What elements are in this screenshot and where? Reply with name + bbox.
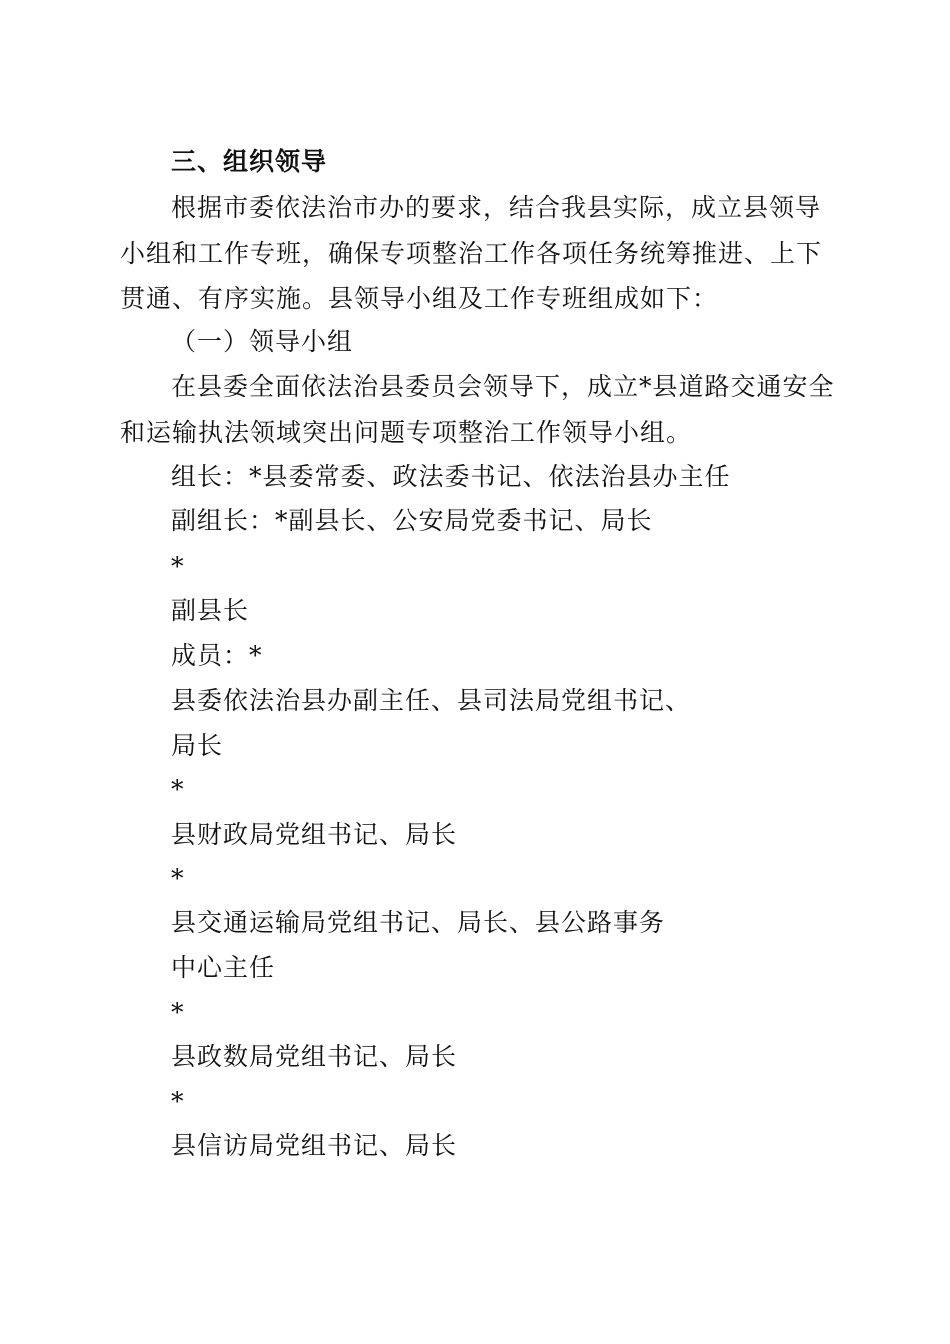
- member3-line-a: 县交通运输局党组书记、局长、县公路事务: [171, 908, 666, 937]
- deputy2-star: *: [171, 552, 185, 581]
- member5-line: 县信访局党组书记、局长: [171, 1131, 458, 1160]
- group-intro-line-2: 和运输执法领域突出问题专项整治工作领导小组。: [120, 418, 693, 447]
- intro-line-3: 贯通、有序实施。县领导小组及工作专班组成如下：: [120, 284, 719, 313]
- member3-star: *: [171, 864, 185, 893]
- member1-line-b: 局长: [171, 731, 224, 760]
- deputy2-title: 副县长: [171, 596, 250, 625]
- member4-line: 县政数局党组书记、局长: [171, 1042, 458, 1071]
- members-label: 成员：*: [171, 641, 263, 670]
- section-heading: 三、组织领导: [171, 147, 328, 176]
- intro-line-1: 根据市委依法治市办的要求，结合我县实际，成立县领导: [171, 193, 822, 222]
- group-intro-line-1: 在县委全面依法治县委员会领导下，成立*县道路交通安全: [171, 372, 835, 401]
- member4-star: *: [171, 998, 185, 1027]
- subheading: （一）领导小组: [171, 327, 354, 356]
- leader-line: 组长：*县委常委、政法委书记、依法治县办主任: [171, 462, 731, 491]
- member2-star: *: [171, 775, 185, 804]
- intro-line-2: 小组和工作专班，确保专项整治工作各项任务统筹推进、上下: [120, 239, 823, 268]
- member1-line-a: 县委依法治县办副主任、县司法局党组书记、: [171, 686, 692, 715]
- member2-line: 县财政局党组书记、局长: [171, 820, 458, 849]
- member5-star: *: [171, 1087, 185, 1116]
- member3-line-b: 中心主任: [171, 953, 276, 982]
- deputy-line: 副组长：*副县长、公安局党委书记、局长: [171, 506, 653, 535]
